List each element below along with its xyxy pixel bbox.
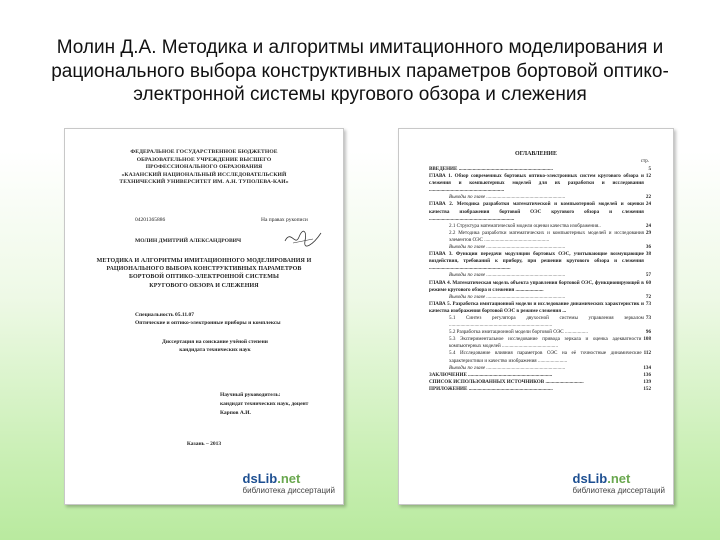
toc-entry: [429, 372, 651, 379]
dissertation-degree: [115, 339, 315, 354]
toc-entry: [429, 223, 651, 230]
toc-entry-text: Выводы по главе ..............................................................: [449, 194, 566, 201]
dslib-watermark: [573, 472, 665, 496]
signature-image: [283, 227, 323, 254]
toc-entry-text: ГЛАВА 3. Функции передачи модуляции бортовых ОЭС, учитывающие возмущающие воздействия, требований к прибору, при решении кругового обзора и слежения ................................................................: [429, 251, 644, 272]
toc-entry-text: ГЛАВА 4. Математическая модель объекта управления бортовой ОЭС, функционирующей в режиме кругового обзора и слежения ......................: [429, 279, 644, 293]
org-line: ФЕДЕРАЛЬНОЕ ГОСУДАРСТВЕННОЕ БЮДЖЕТНОЕ: [130, 149, 278, 155]
toc-entry: [429, 350, 651, 364]
toc-entry-page: 60: [645, 279, 651, 286]
org-line: «КАЗАНСКИЙ НАЦИОНАЛЬНЫЙ ИССЛЕДОВАТЕЛЬСКИЙ: [121, 171, 287, 178]
toc-entry-page: 73: [645, 300, 651, 307]
university-name: [65, 149, 343, 187]
specialty-line: Оптические и оптико-электронные приборы и комплексы: [135, 320, 281, 326]
work-title-line: МЕТОДИКА И АЛГОРИТМЫ ИМИТАЦИОННОГО МОДЕЛИРОВАНИЯ И: [96, 258, 312, 264]
author-name: МОЛИН ДМИТРИЙ АЛЕКСАНДРОВИЧ: [135, 238, 242, 244]
toc-entry-page: 22: [645, 194, 651, 201]
rights-note: На правах рукописи: [261, 217, 308, 223]
org-line: ПРОФЕССИОНАЛЬНОГО ОБРАЗОВАНИЯ: [145, 164, 263, 171]
degree-line: Диссертация на соискание учёной степени: [162, 339, 268, 345]
toc-entry-text: ГЛАВА 1. Обзор современных бортовых оптико-электронных систем кругового обзора и слежения и компьютерных моделей для их разработки и исследования ...........................................................: [429, 173, 644, 194]
registration-code: 04201365886: [135, 217, 166, 223]
toc-entry: [429, 315, 651, 329]
toc-entry-text: ГЛАВА 2. Методика разработки математической и компьютерной моделей и оценки качества изображения бортовой ОЭС кругового обзора и слежения ...................................................................: [429, 201, 644, 222]
toc-entry: [429, 294, 651, 301]
toc-entry-text: Выводы по главе ..............................................................: [449, 272, 566, 279]
toc-entry-text: Выводы по главе ..............................................................: [449, 244, 566, 251]
toc-entry-text: 2.2 Методика разработки математических и компьютерных моделей и исследования элементов ОЭС ...................................................: [449, 229, 644, 243]
dissertation-title-page: [64, 128, 344, 505]
org-line: ОБРАЗОВАТЕЛЬНОЕ УЧРЕЖДЕНИЕ ВЫСШЕГО: [136, 156, 272, 163]
toc-entry-text: 5.2 Разработка имитационной модели бортовой ОЭС ..................: [449, 329, 588, 336]
advisor-line: Карпов А.И.: [220, 410, 251, 416]
toc-entry-text: 5.3 Экспериментальное исследование привода зеркала и оценка адекватности компьютерных моделей ............................................: [449, 336, 642, 350]
toc-entry-page: 72: [645, 293, 651, 300]
toc-entry: [429, 280, 651, 294]
dslib-watermark: [243, 472, 335, 496]
toc-entry: [429, 272, 651, 279]
toc-entry-page: 38: [645, 251, 651, 258]
work-title: [65, 257, 343, 290]
toc-entry: [429, 173, 651, 194]
toc-entry: [429, 329, 651, 336]
toc-entry-page: 24: [645, 201, 651, 208]
watermark-subtitle: библиотека диссертаций: [572, 486, 665, 495]
work-title-line: РАЦИОНАЛЬНОГО ВЫБОРА КОНСТРУКТИВНЫХ ПАРАМЕТРОВ: [106, 266, 302, 273]
work-title-line: КРУГОВОГО ОБЗОРА И СЛЕЖЕНИЯ: [149, 282, 259, 289]
toc-entry-text: СПИСОК ИСПОЛЬЗОВАННЫХ ИСТОЧНИКОВ ..............................: [429, 378, 584, 385]
toc-entry-page: 57: [645, 272, 651, 279]
toc-entry-page: 73: [645, 314, 651, 321]
toc-entry-text: Выводы по главе ..............................................................: [449, 293, 566, 300]
toc-entry-page: 108: [643, 336, 651, 343]
toc-entry-page: 134: [643, 364, 651, 371]
toc-entry: [429, 365, 651, 372]
toc-entry-page: 36: [645, 244, 651, 251]
city-year: Казань – 2013: [186, 441, 222, 447]
table-of-contents-page: [398, 128, 674, 505]
toc-entry-page: 112: [643, 350, 651, 357]
toc-entry-text: ВВЕДЕНИЕ ..........................................................................: [429, 166, 553, 172]
specialty: [135, 311, 281, 327]
toc-entry-text: ЗАКЛЮЧЕНИЕ ..................................................................: [429, 371, 553, 378]
toc-entry-text: 5.4 Исследование влияния параметров ОЭС на её точностные динамические характеристики и качество изображения .......................: [449, 350, 642, 364]
toc-entry: [429, 386, 651, 393]
advisor-line: кандидат технических наук, доцент: [220, 401, 309, 407]
toc-entry: [429, 201, 651, 222]
work-title-line: БОРТОВОЙ ОПТИКО-ЭЛЕКТРОННОЙ СИСТЕМЫ: [129, 274, 279, 281]
toc-entry: [429, 336, 651, 350]
toc-entry: [429, 379, 651, 386]
watermark-logo: dsLib.net: [242, 471, 301, 486]
toc-entry-text: ГЛАВА 5. Разработка имитационной модели и исследование динамических характеристик и качества изображения бортовой ОЭС в режиме слежения ...: [429, 300, 644, 314]
toc-entry: [429, 230, 651, 244]
toc-page-label: стр.: [640, 159, 649, 164]
toc-entry-text: ПРИЛОЖЕНИЕ ..................................................................: [429, 385, 553, 392]
toc-entry-page: 96: [645, 329, 651, 336]
toc-entry-page: 136: [643, 371, 651, 378]
toc-entry-text: 5.1 Синтез регулятора двухосной системы управления зеркалом .................................................................................: [449, 314, 644, 329]
slide-title: Молин Д.А. Методика и алгоритмы имитационного моделирования и рационального выбора конструктивных параметров бортовой оптико-электронной системы кругового обзора и слежения: [51, 37, 669, 105]
toc-entry: [429, 301, 651, 315]
toc-entry-text: 2.1 Структура математической модели оценки качества изображения..: [449, 222, 601, 229]
specialty-line: Специальность 05.11.07: [135, 312, 195, 318]
toc-entry-page: 24: [645, 222, 651, 229]
advisor-line: Научный руководитель:: [220, 392, 281, 398]
toc-entry-page: 152: [643, 385, 651, 392]
toc-entry-page: 5: [648, 166, 651, 172]
toc-entry-page: 29: [645, 229, 651, 236]
toc-entry-page: 139: [643, 378, 651, 385]
watermark-subtitle: библиотека диссертаций: [242, 486, 335, 495]
toc-entry-page: 12: [645, 173, 651, 180]
degree-line: кандидата технических наук: [179, 346, 251, 353]
toc-heading: ОГЛАВЛЕНИЕ: [515, 151, 557, 157]
toc-entry: [429, 251, 651, 272]
advisor-block: [220, 391, 308, 418]
toc-entry-text: Выводы по главе ..............................................................: [449, 364, 566, 371]
toc-list: [429, 166, 651, 393]
org-line: ТЕХНИЧЕСКИЙ УНИВЕРСИТЕТ ИМ. А.Н. ТУПОЛЕВА-КАИ»: [119, 179, 289, 186]
watermark-logo: dsLib.net: [572, 471, 631, 486]
